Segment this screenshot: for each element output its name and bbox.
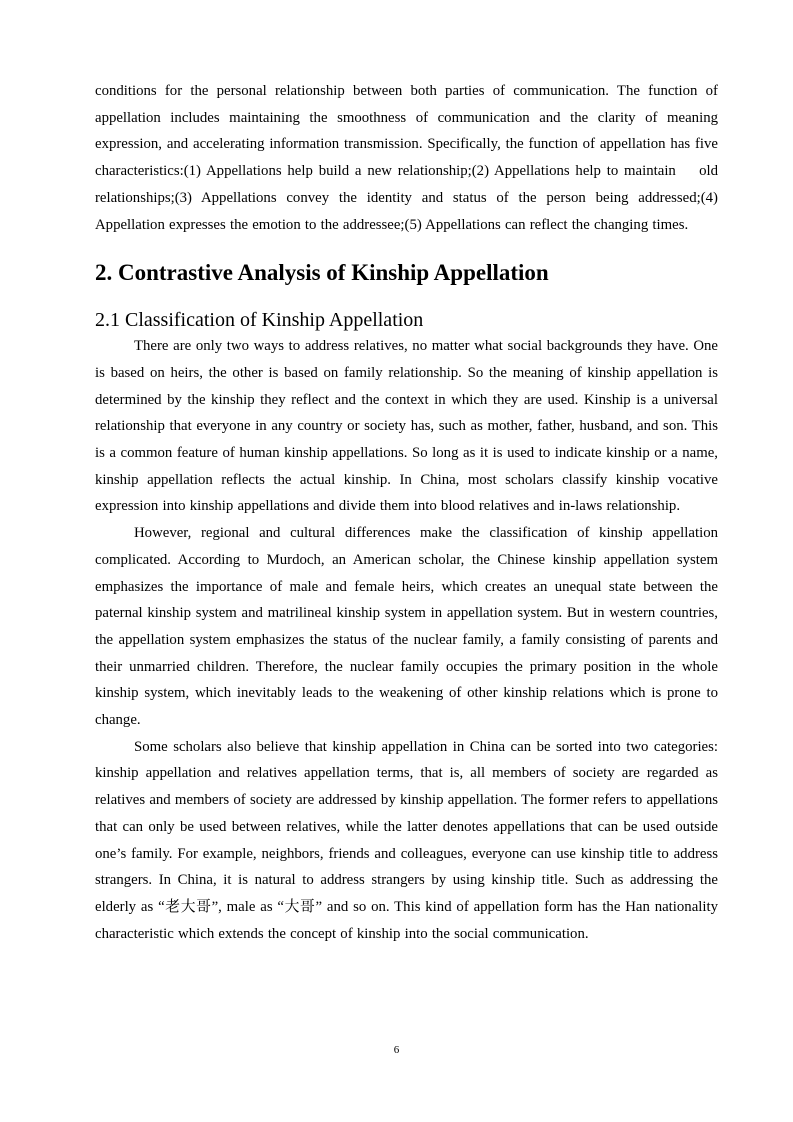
page-number: 6 [393,1044,400,1056]
body-paragraph: Some scholars also believe that kinship appellation in China can be sorted into two categories: kinship appellation and relatives appellation terms, that is, all members of society are regarded as relatives and members of society are addressed by kinship appellation. The former refers to appellations that can only be used between relatives, while the latter denotes appellations that can be used outside one’s family. For example, neighbors, friends and colleagues, everyone can use kinship title to address strangers. In China, it is natural to address strangers by using kinship title. Such as addressing the elderly as “老大哥”, male as “大哥” and so on. This kind of appellation form has the Han nationality characteristic which extends the concept of kinship into the social communication. [95,738,718,942]
page-content [95,78,718,947]
body-paragraph-intro: conditions for the personal relationship between both parties of communication. The function of appellation includes maintaining the smoothness of communication and the clarity of meaning expression, and accelerating information transmission. Specifically, the function of appellation has five characteristics:(1) Appellations help build a new relationship;(2) Appellations help to maintain old relationships;(3) Appellations convey the identity and status of the person being addressed;(4) Appellation expresses the emotion to the addressee;(5) Appellations can reflect the changing times. [95,83,718,233]
body-paragraph: There are only two ways to address relatives, no matter what social backgrounds they have. One is based on heirs, the other is based on family relationship. So the meaning of kinship appellation is determined by the kinship they reflect and the context in which they are used. Kinship is a universal relationship that everyone in any country or society has, such as mother, father, husband, and son. This is a common feature of human kinship appellations. So long as it is used to indicate kinship or a name, kinship appellation reflects the actual kinship. In China, most scholars classify kinship vocative expression into kinship appellations and divide them into blood relatives and in-laws relationship. [95,338,718,515]
section-heading: 2. Contrastive Analysis of Kinship Appellation [95,260,549,286]
subsection-heading: 2.1 Classification of Kinship Appellation [95,309,424,332]
body-paragraph: However, regional and cultural differences make the classification of kinship appellation complicated. According to Murdoch, an American scholar, the Chinese kinship appellation system emphasizes the importance of male and female heirs, which creates an unequal state between the paternal kinship system and matrilineal kinship system in appellation system. But in western countries, the appellation system emphasizes the status of the nuclear family, a family consisting of parents and their unmarried children. Therefore, the nuclear family occupies the primary position in the whole kinship system, which inevitably leads to the weakening of other kinship relations which is prone to change. [95,525,718,729]
